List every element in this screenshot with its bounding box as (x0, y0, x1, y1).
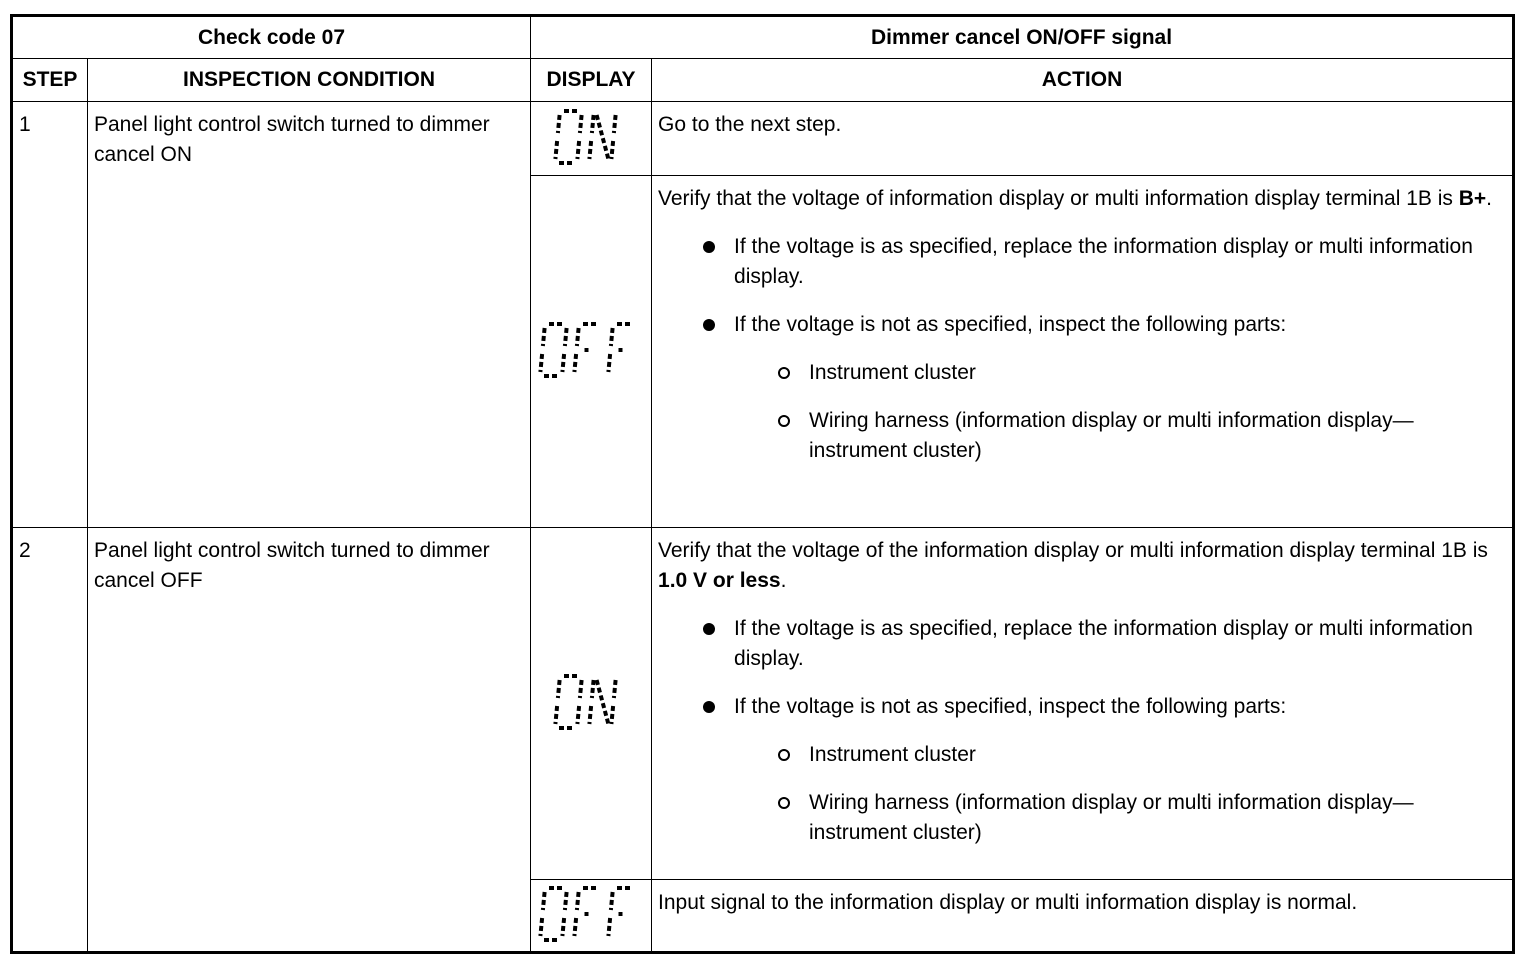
lcd-segment (540, 354, 542, 372)
list-item (734, 692, 1506, 848)
lcd-display (536, 320, 646, 384)
lcd-segment (558, 680, 560, 698)
step-number: 2 (12, 528, 88, 953)
lcd-segment (589, 706, 591, 724)
title-row (12, 16, 1514, 59)
lcd-segment (574, 918, 576, 936)
sub-list-item: Instrument cluster (809, 358, 1506, 388)
lcd-segment (555, 706, 557, 724)
lcd-segment (558, 115, 560, 133)
step-column-header: STEP (12, 59, 88, 102)
lcd-segment (608, 354, 610, 372)
inspection-condition: Panel light control switch turned to dimmer cancel ON (88, 102, 531, 528)
list-item-text: If the voltage is not as specified, inspect the following parts: (734, 313, 1287, 336)
lcd-segment (611, 141, 613, 159)
lcd-segment (543, 892, 545, 910)
action-text: Go to the next step. (658, 113, 842, 136)
lcd-segment (589, 141, 591, 159)
table-row (12, 528, 1514, 880)
signal-heading: Dimmer cancel ON/OFF signal (531, 16, 1514, 59)
lcd-segment (565, 328, 567, 346)
sub-list-item: Wiring harness (information display or multi information display—instrument cluster) (809, 788, 1506, 848)
action-column-header: ACTION (652, 59, 1514, 102)
lcd-segment (562, 918, 564, 936)
inspection-table (10, 14, 1515, 954)
lcd-segment (540, 918, 542, 936)
action-cell (652, 102, 1514, 176)
column-header-row (12, 59, 1514, 102)
table-row (12, 102, 1514, 176)
sub-list (734, 740, 1506, 848)
list-item: If the voltage is as specified, replace the information display or multi information display. (734, 614, 1506, 674)
list-item-text: If the voltage is not as specified, inspect the following parts: (734, 695, 1287, 718)
lcd-segment (592, 115, 594, 133)
lcd-segment (543, 328, 545, 346)
action-text: Input signal to the information display or multi information display is normal. (658, 891, 1358, 914)
lcd-segment (565, 892, 567, 910)
lcd-display-cell (531, 176, 652, 528)
action-text-body: Verify that the voltage of the information display or multi information display terminal 1B is (658, 539, 1488, 562)
lcd-display-cell (531, 102, 652, 176)
lcd-segment (608, 918, 610, 936)
condition-column-header: INSPECTION CONDITION (88, 59, 531, 102)
lcd-segment (577, 328, 579, 346)
lcd-segment (597, 680, 609, 724)
bullet-list (658, 232, 1506, 466)
lcd-display (551, 107, 631, 171)
lcd-segment (577, 141, 579, 159)
display-column-header: DISPLAY (531, 59, 652, 102)
lcd-segment (611, 892, 613, 910)
action-cell (652, 528, 1514, 880)
lcd-segment (597, 115, 609, 159)
lcd-display (551, 672, 631, 736)
lcd-segment (577, 706, 579, 724)
list-item: If the voltage is as specified, replace the information display or multi information display. (734, 232, 1506, 292)
action-value: 1.0 V or less (658, 569, 781, 592)
lcd-display (536, 884, 646, 948)
lcd-segment (555, 141, 557, 159)
action-text-body: Verify that the voltage of information display or multi information display terminal 1B is (658, 187, 1459, 210)
action-text (658, 184, 1506, 214)
action-cell (652, 176, 1514, 528)
lcd-segment (592, 680, 594, 698)
action-text-end: . (780, 569, 787, 592)
bullet-list (658, 614, 1506, 848)
lcd-segment (562, 354, 564, 372)
lcd-segment (614, 680, 616, 698)
action-cell (652, 880, 1514, 953)
inspection-condition: Panel light control switch turned to dimmer cancel OFF (88, 528, 531, 953)
action-value: B+ (1458, 187, 1487, 210)
sub-list-item: Instrument cluster (809, 740, 1506, 770)
lcd-segment (611, 328, 613, 346)
action-text-end: . (1486, 187, 1493, 210)
step-number: 1 (12, 102, 88, 528)
action-text (658, 536, 1506, 596)
lcd-segment (614, 115, 616, 133)
sub-list-item: Wiring harness (information display or multi information display—instrument cluster) (809, 406, 1506, 466)
lcd-display-cell (531, 528, 652, 880)
lcd-segment (577, 892, 579, 910)
lcd-segment (611, 706, 613, 724)
lcd-display-cell (531, 880, 652, 953)
lcd-segment (574, 354, 576, 372)
lcd-segment (580, 115, 582, 133)
lcd-segment (580, 680, 582, 698)
check-code-heading: Check code 07 (12, 16, 531, 59)
sub-list (734, 358, 1506, 466)
list-item (734, 310, 1506, 466)
